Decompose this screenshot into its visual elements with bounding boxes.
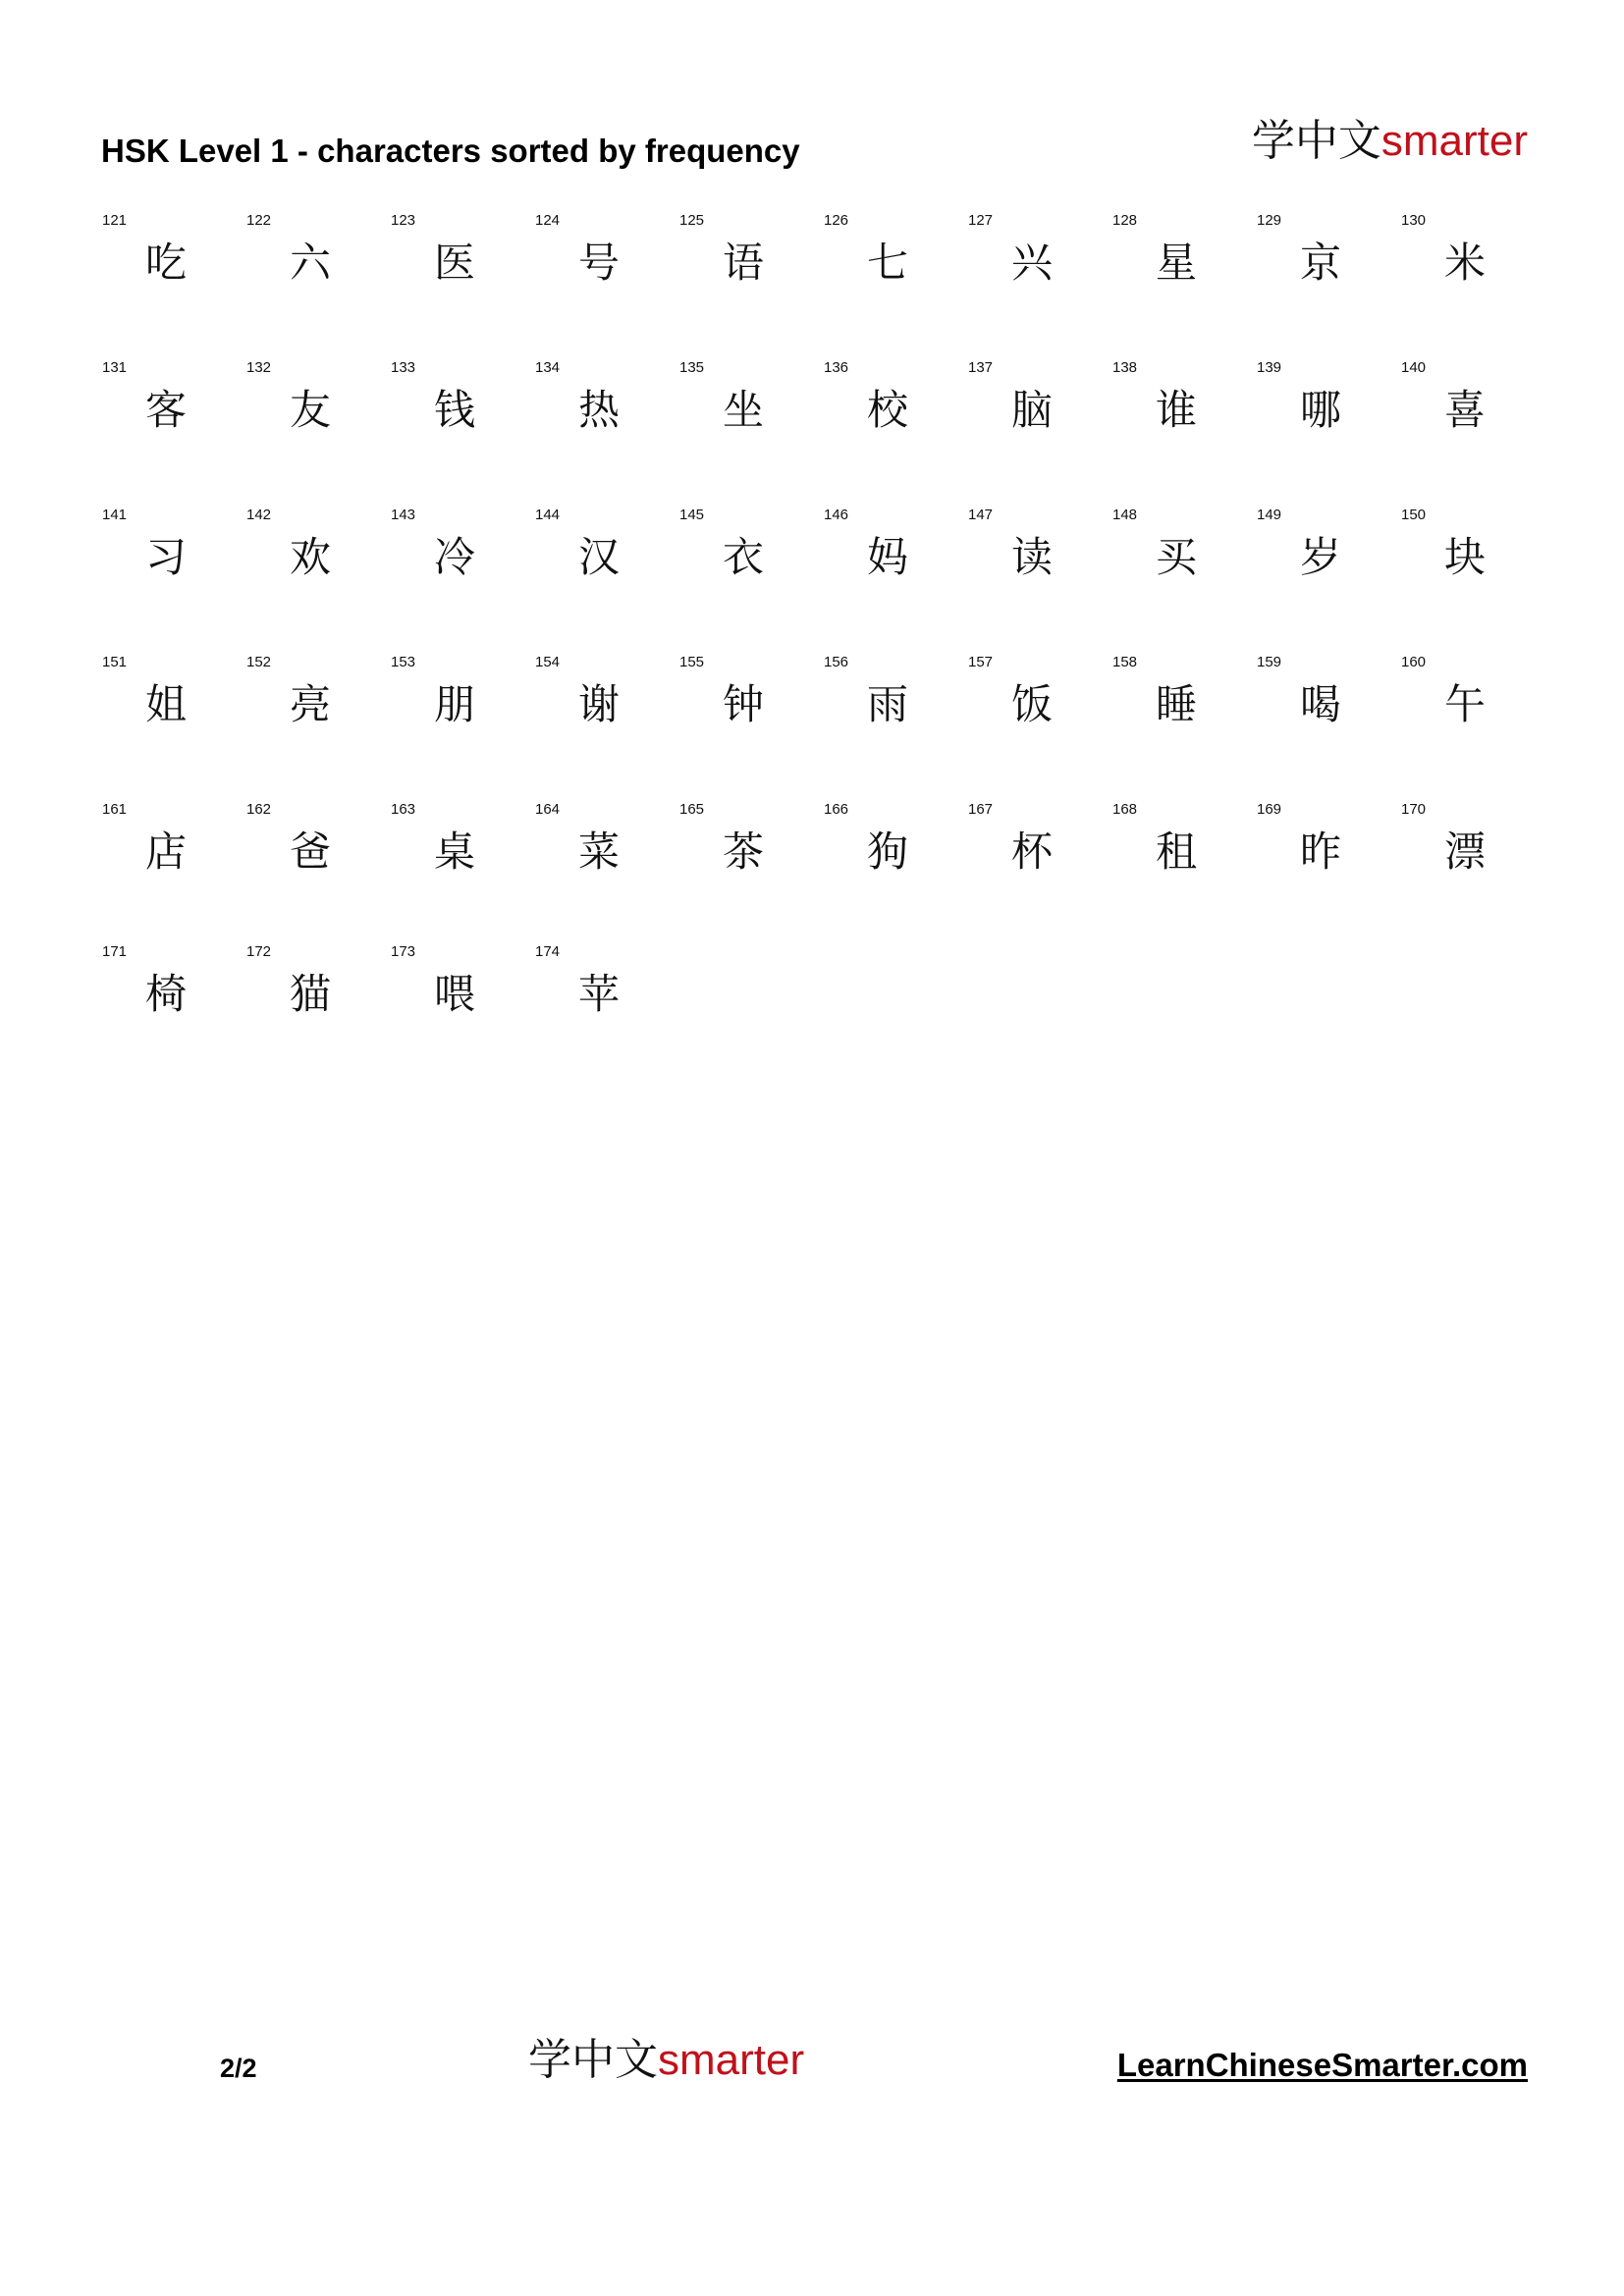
character-cell (964, 801, 1109, 919)
brand-logo (1251, 116, 1528, 166)
character-row (98, 654, 1542, 801)
character-cell (1253, 654, 1397, 772)
character-glyph: 苹 (578, 970, 621, 1018)
character-rank: 149 (1257, 507, 1282, 523)
page-title: HSK Level 1 - characters sorted by frequency (101, 133, 800, 169)
character-cell (387, 654, 531, 772)
character-cell (964, 212, 1109, 330)
character-cell (820, 801, 964, 919)
character-rank: 166 (824, 801, 849, 818)
character-glyph: 七 (867, 239, 909, 287)
character-cell (243, 654, 387, 772)
character-rank: 130 (1401, 212, 1427, 229)
character-cell (1109, 212, 1253, 330)
character-cell (820, 359, 964, 477)
character-rank: 163 (391, 801, 416, 818)
character-rank: 168 (1112, 801, 1138, 818)
character-row (98, 507, 1542, 654)
character-cell (964, 507, 1109, 624)
character-glyph: 猫 (290, 970, 332, 1018)
character-glyph: 昨 (1300, 828, 1342, 876)
character-cell (820, 507, 964, 624)
page-number: 2/2 (220, 2054, 257, 2083)
character-rank: 154 (535, 654, 561, 670)
character-rank: 161 (102, 801, 128, 818)
character-rank: 145 (679, 507, 705, 523)
character-cell (387, 943, 531, 1061)
character-rank: 152 (246, 654, 272, 670)
character-glyph: 茶 (723, 828, 765, 876)
character-rank: 171 (102, 943, 128, 960)
character-rank: 167 (968, 801, 994, 818)
character-rank: 122 (246, 212, 272, 229)
character-rank: 174 (535, 943, 561, 960)
character-glyph: 姐 (145, 680, 188, 728)
logo-english-text: smarter (1380, 117, 1528, 165)
character-rank: 135 (679, 359, 705, 376)
character-rank: 138 (1112, 359, 1138, 376)
character-glyph: 友 (290, 386, 332, 434)
character-glyph: 兴 (1011, 239, 1054, 287)
character-rank: 159 (1257, 654, 1282, 670)
character-rank: 126 (824, 212, 849, 229)
character-cell (1253, 801, 1397, 919)
character-rank: 157 (968, 654, 994, 670)
character-rank: 146 (824, 507, 849, 523)
character-glyph: 雨 (867, 680, 909, 728)
character-cell (387, 507, 531, 624)
character-glyph: 椅 (145, 970, 188, 1018)
character-cell (1397, 801, 1542, 919)
character-rank: 164 (535, 801, 561, 818)
character-cell (531, 507, 676, 624)
character-cell (1109, 359, 1253, 477)
character-cell (1397, 654, 1542, 772)
character-rank: 172 (246, 943, 272, 960)
character-rank: 125 (679, 212, 705, 229)
character-rank: 151 (102, 654, 128, 670)
character-glyph: 块 (1444, 533, 1487, 581)
character-rank: 140 (1401, 359, 1427, 376)
character-glyph: 热 (578, 386, 621, 434)
character-cell (243, 801, 387, 919)
character-glyph: 六 (290, 239, 332, 287)
character-row (98, 943, 1542, 1091)
footer-logo-chinese-text: 学中文 (528, 2035, 658, 2085)
character-cell (243, 507, 387, 624)
character-cell (964, 359, 1109, 477)
character-glyph: 坐 (723, 386, 765, 434)
character-rank: 147 (968, 507, 994, 523)
character-rank: 128 (1112, 212, 1138, 229)
character-rank: 153 (391, 654, 416, 670)
character-glyph: 漂 (1444, 828, 1487, 876)
character-glyph: 冷 (434, 533, 476, 581)
character-glyph: 菜 (578, 828, 621, 876)
character-cell (1109, 654, 1253, 772)
character-glyph: 狗 (867, 828, 909, 876)
character-glyph: 汉 (578, 533, 621, 581)
character-glyph: 医 (434, 239, 476, 287)
character-glyph: 钱 (434, 386, 476, 434)
character-rank: 156 (824, 654, 849, 670)
character-glyph: 租 (1156, 828, 1198, 876)
character-glyph: 饭 (1011, 680, 1054, 728)
character-rank: 158 (1112, 654, 1138, 670)
character-glyph: 睡 (1156, 680, 1198, 728)
character-glyph: 店 (145, 828, 188, 876)
character-glyph: 语 (723, 239, 765, 287)
character-rank: 169 (1257, 801, 1282, 818)
character-rank: 136 (824, 359, 849, 376)
character-cell (964, 654, 1109, 772)
character-glyph: 谢 (578, 680, 621, 728)
character-cell (1253, 212, 1397, 330)
character-cell (387, 359, 531, 477)
character-glyph: 喝 (1300, 680, 1342, 728)
character-cell (98, 943, 243, 1061)
character-glyph: 哪 (1300, 386, 1342, 434)
character-rank: 139 (1257, 359, 1282, 376)
character-cell (676, 801, 820, 919)
footer-logo-english-text: smarter (658, 2036, 805, 2084)
character-cell (387, 212, 531, 330)
character-glyph: 喜 (1444, 386, 1487, 434)
character-rank: 121 (102, 212, 128, 229)
character-cell (243, 212, 387, 330)
character-cell (1109, 801, 1253, 919)
character-glyph: 吃 (145, 239, 188, 287)
character-glyph: 钟 (723, 680, 765, 728)
character-cell (1397, 359, 1542, 477)
character-row (98, 801, 1542, 943)
character-glyph: 衣 (723, 533, 765, 581)
character-cell (531, 212, 676, 330)
character-glyph: 京 (1300, 239, 1342, 287)
character-cell (676, 212, 820, 330)
character-rank: 160 (1401, 654, 1427, 670)
character-cell (98, 654, 243, 772)
character-glyph: 岁 (1300, 533, 1342, 581)
character-rank: 141 (102, 507, 128, 523)
character-cell (676, 507, 820, 624)
character-glyph: 读 (1011, 533, 1054, 581)
character-glyph: 客 (145, 386, 188, 434)
character-rank: 150 (1401, 507, 1427, 523)
character-rank: 165 (679, 801, 705, 818)
character-cell (531, 359, 676, 477)
character-cell (387, 801, 531, 919)
character-rank: 137 (968, 359, 994, 376)
character-glyph: 米 (1444, 239, 1487, 287)
character-glyph: 脑 (1011, 386, 1054, 434)
character-rank: 143 (391, 507, 416, 523)
character-rank: 134 (535, 359, 561, 376)
character-rank: 148 (1112, 507, 1138, 523)
character-glyph: 校 (867, 386, 909, 434)
character-glyph: 号 (578, 239, 621, 287)
character-glyph: 喂 (434, 970, 476, 1018)
character-rank: 155 (679, 654, 705, 670)
character-cell (531, 943, 676, 1061)
character-rank: 142 (246, 507, 272, 523)
character-cell (1397, 507, 1542, 624)
character-glyph: 欢 (290, 533, 332, 581)
character-cell (98, 212, 243, 330)
character-cell (98, 801, 243, 919)
website-link[interactable]: LearnChineseSmarter.com (1116, 2047, 1528, 2083)
character-rank: 162 (246, 801, 272, 818)
character-glyph: 妈 (867, 533, 909, 581)
character-cell (1397, 212, 1542, 330)
character-glyph: 习 (145, 533, 188, 581)
character-glyph: 星 (1156, 239, 1198, 287)
character-rank: 173 (391, 943, 416, 960)
character-glyph: 朋 (434, 680, 476, 728)
character-cell (1253, 507, 1397, 624)
character-rank: 129 (1257, 212, 1282, 229)
character-row (98, 212, 1542, 359)
character-glyph: 午 (1444, 680, 1487, 728)
character-glyph: 桌 (434, 828, 476, 876)
character-rank: 132 (246, 359, 272, 376)
character-glyph: 亮 (290, 680, 332, 728)
character-glyph: 谁 (1156, 386, 1198, 434)
character-glyph: 买 (1156, 533, 1198, 581)
character-glyph: 爸 (290, 828, 332, 876)
character-cell (820, 212, 964, 330)
character-rank: 123 (391, 212, 416, 229)
character-glyph: 杯 (1011, 828, 1054, 876)
character-cell (531, 654, 676, 772)
character-cell (243, 943, 387, 1061)
character-row (98, 359, 1542, 507)
logo-chinese-text: 学中文 (1251, 116, 1381, 166)
footer-logo (528, 2035, 805, 2085)
character-cell (820, 654, 964, 772)
character-cell (676, 654, 820, 772)
character-cell (98, 359, 243, 477)
character-rank: 131 (102, 359, 128, 376)
character-rank: 133 (391, 359, 416, 376)
character-rank: 170 (1401, 801, 1427, 818)
character-cell (1109, 507, 1253, 624)
character-cell (243, 359, 387, 477)
character-rank: 124 (535, 212, 561, 229)
character-rank: 144 (535, 507, 561, 523)
character-cell (1253, 359, 1397, 477)
character-cell (676, 359, 820, 477)
character-cell (98, 507, 243, 624)
character-grid (98, 212, 1542, 1091)
character-cell (531, 801, 676, 919)
character-rank: 127 (968, 212, 994, 229)
